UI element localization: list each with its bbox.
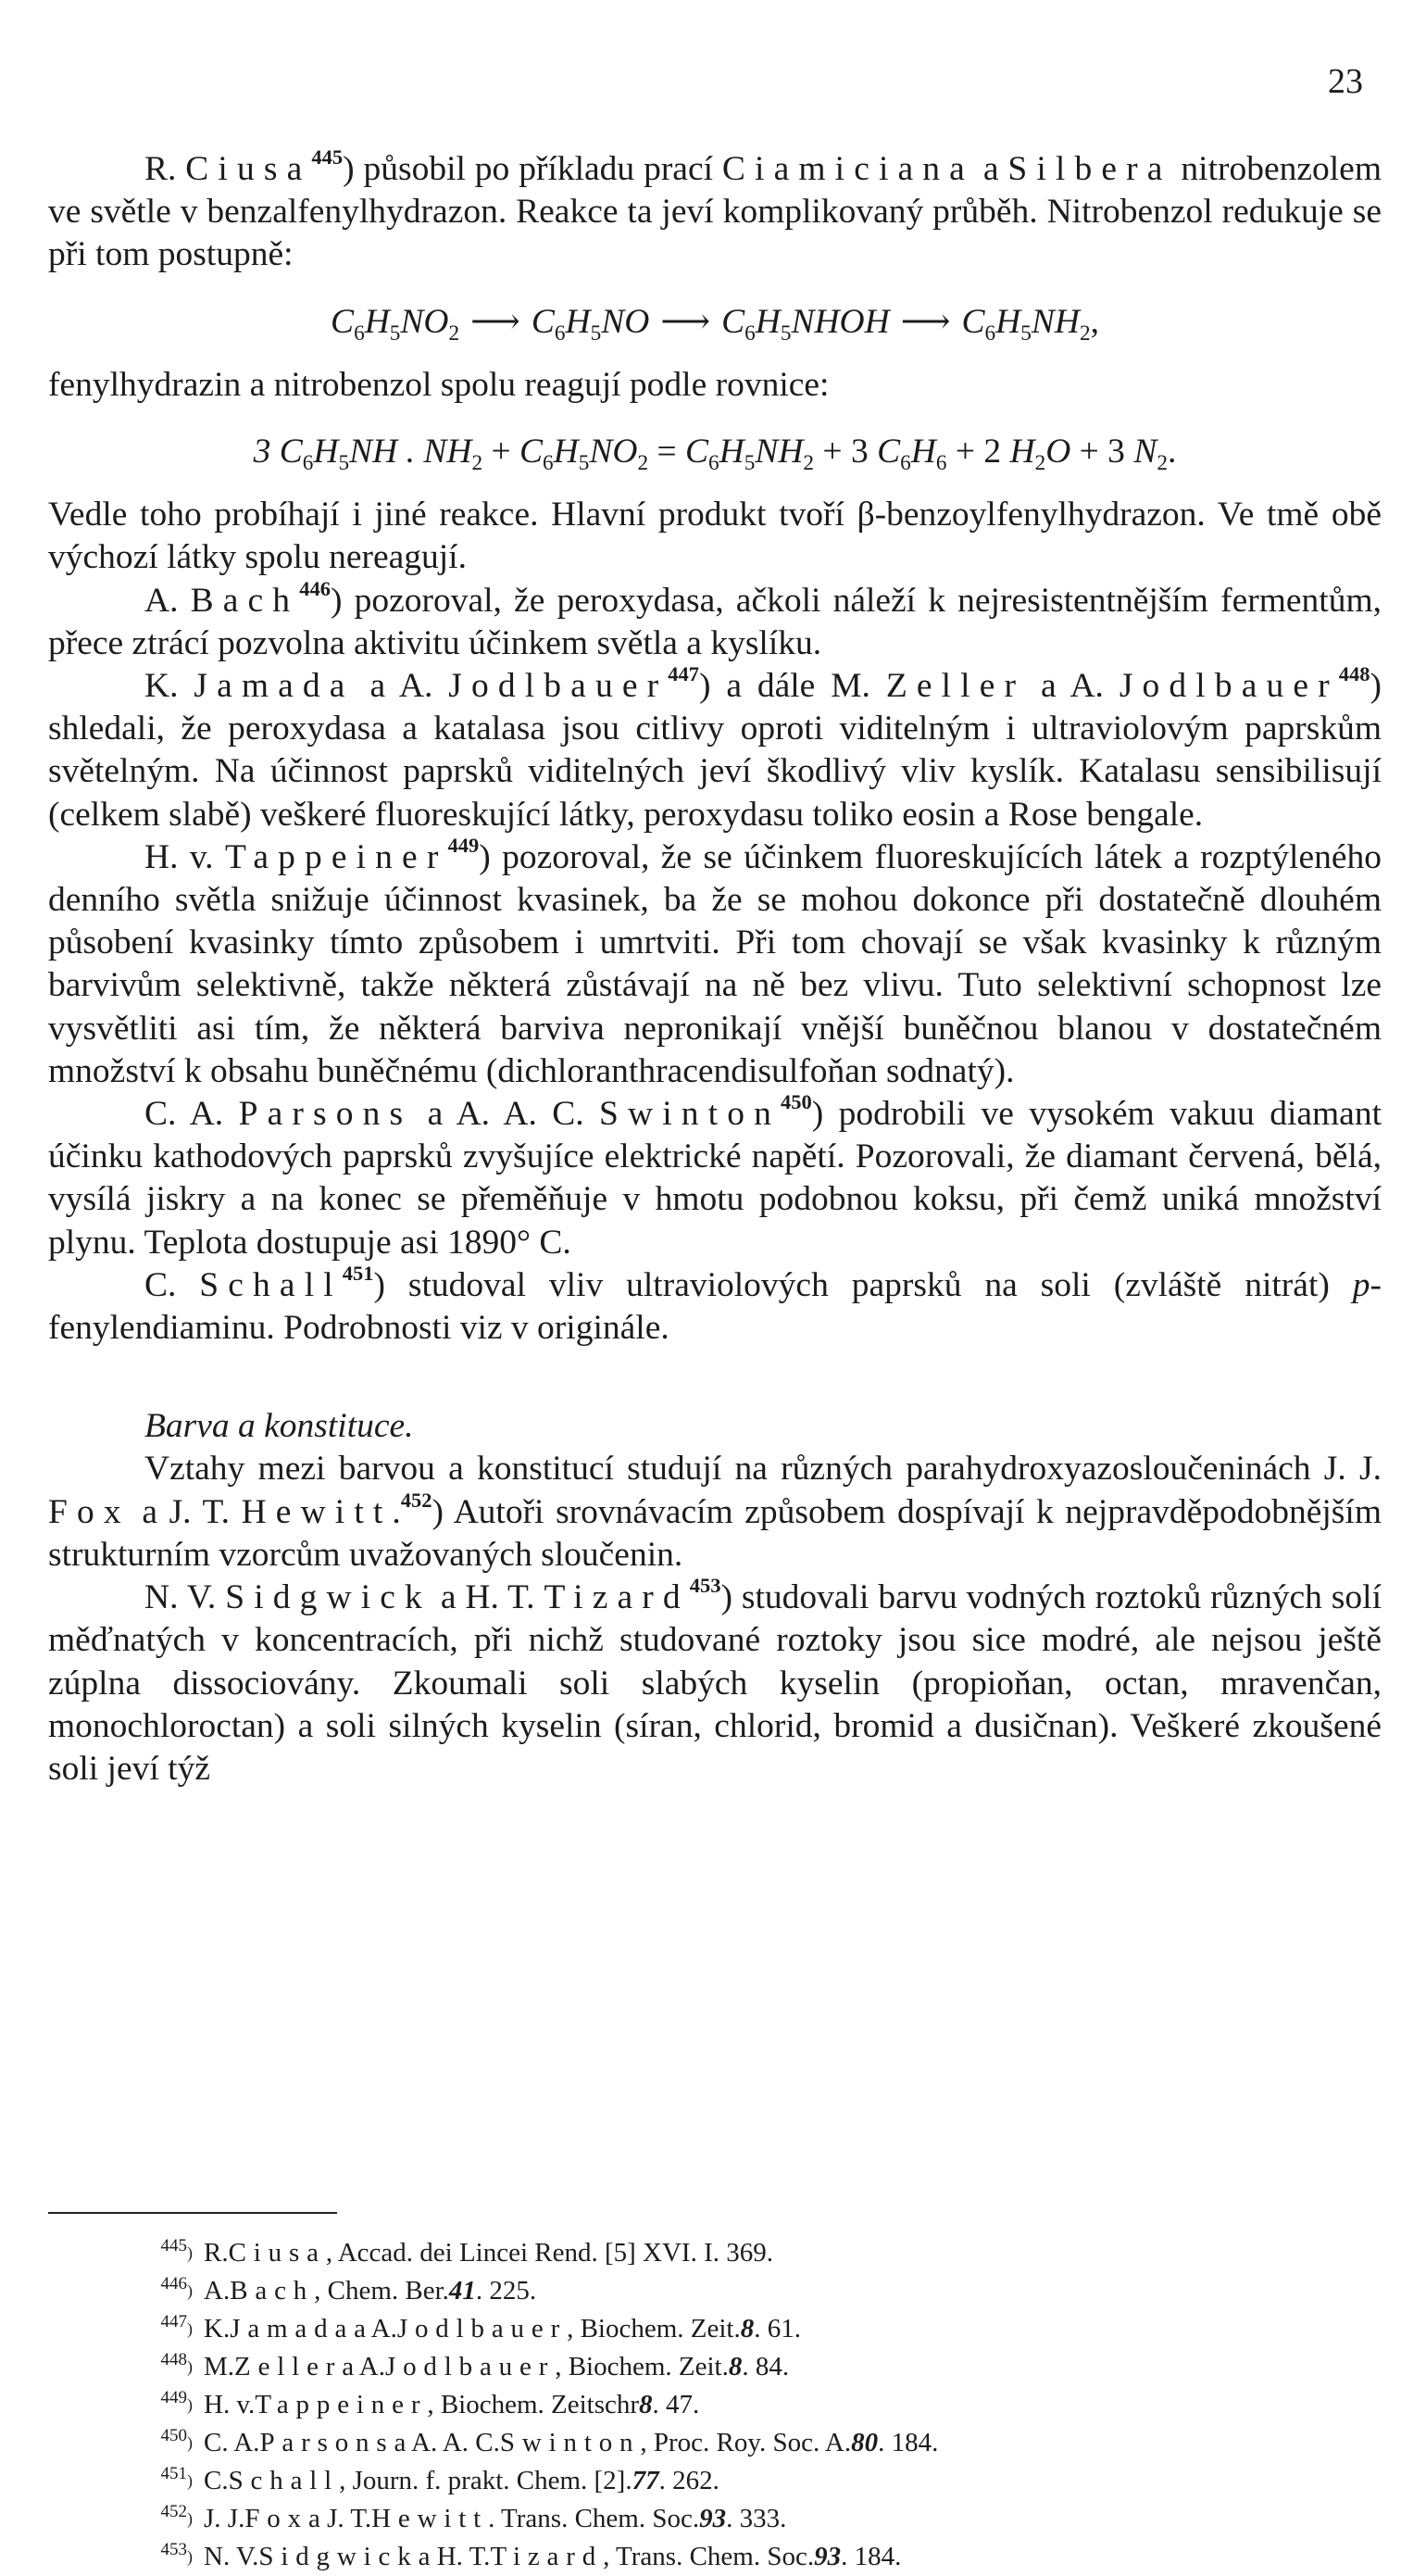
- footnote-453: 453) N. V. Sidgwick a H. T. Tizard , Trans. Chem. Soc. 93 . 184.: [160, 2540, 902, 2571]
- footnote-449: 449) H. v. Tappeiner , Biochem. Zeitschr 8 . 47.: [160, 2388, 700, 2419]
- paragraph-bach: A. Bach$^{446}$) pozoroval, že peroxydasa, ačkoli náleží k nejresistentnějším fermentům, přece ztrácí pozvolna aktivitu účinkem světla a kyslíku.: [48, 576, 1382, 662]
- body-text: [48, 145, 1382, 1791]
- section-heading: Barva a konstituce.: [144, 1407, 414, 1446]
- paragraph-ciusa: R. Ciusa$^{445}$) působil po příkladu prací Ciamiciana a Silbera nitrobenzolem ve světle v benzalfenylhydrazon. Reakce ta jeví komplikovaný průběh. Nitrobenzol redukuje se při tom postupně:: [48, 145, 1382, 274]
- footnote-451: 451) C. Schall , Journ. f. prakt. Chem. [2]. 77 . 262.: [160, 2464, 719, 2495]
- paragraph-jamada: K. Jamada a A. Jodlbauer$^{447}$) a dále M. Zeller a A. Jodlbauer$^{448}$) shledali, že peroxydasa a katalasa jsou citlivy oproti viditelným i ultraviolovým paprskům světelným. Na účinnost paprsků viditelných jeví škodlivý vliv kyslík. Katalasu sensibilisují (celkem slabě) veškeré fluoreskující látky, peroxydasu toliko eosin a Rose bengale.: [48, 662, 1382, 834]
- arrow-icon: ⟶: [900, 302, 951, 341]
- page-number: 23: [1328, 62, 1363, 101]
- reaction-equation: 3 $C_6H_5NH$ . $NH_2 + C_6H_5NO_2 = C_6H_5NH_2 + 3$ $C_6H_6 + 2$ $H_2O + 3$ $N_2$.: [253, 433, 1177, 476]
- paragraph-fox: Vztahy mezi barvou a konstitucí studují na různých parahydroxyazosloučeninách J. J. Fox a J. T. Hewitt.$^{452}$) Autoři srovnávacím způsobem dospívají k nejpravděpodobnějším strukturním vzorcům uvažovaných sloučenin.: [48, 1450, 1382, 1574]
- footnote-445: 445) R. Ciusa , Accad. dei Lincei Rend. [5] XVI. I. 369.: [160, 2236, 773, 2268]
- paragraph-schall: C. Schall$^{451}$) studoval vliv ultraviolových paprsků na soli (zvláště nitrát) p-fenylendiaminu. Podrobnosti viz v originále.: [48, 1262, 1382, 1348]
- paragraph-equation-intro: fenylhydrazin a nitrobenzol spolu reagují podle rovnice:: [48, 365, 830, 404]
- paragraph-tappeiner: H. v. Tappeiner$^{449}$) pozoroval, že se účinkem fluoreskujících látek a rozptýleného denního světla snižuje účinnost kvasinek, ba že se mohou dokonce při dostatečně dlouhém působení kvasinky tímto způsobem i umrtviti. Při tom chovají se však kvasinky k různým barvivům selektivně, takže některá zůstávají na ně bez vlivu. Tuto selektivní schopnost lze vysvětliti asi tím, že některá barviva nepronikají vnější buněčnou blanou v dostatečném množství k obsahu buněčnému (dichloranthracendisulfoňan sodnatý).: [48, 833, 1382, 1090]
- paragraph-parsons: C. A. Parsons a A. A. C. Swinton$^{450}$) podrobili ve vysokém vakuu diamant účinku kathodových paprsků zvyšujíce elektrické napětí. Pozorovali, že diamant červená, bělá, vysílá jiskry a na konec se přeměňuje v hmotu podobnou koksu, při čemž uniká množství plynu. Teplota dostupuje asi 1890° C.: [48, 1090, 1382, 1262]
- footnotes: [139, 2234, 1380, 2576]
- reduction-sequence-formula: $C_6H_5NO_2$ ⟶ $C_6H_5NO$ ⟶ $C_6H_5NHOH$ ⟶ $C_6H_5NH_2$,: [331, 302, 1099, 346]
- arrow-icon: ⟶: [660, 302, 711, 341]
- footnote-450: 450) C. A. Parsons a A. A. C. Swinton , Proc. Roy. Soc. A. 80 . 184.: [160, 2426, 939, 2457]
- arrow-icon: ⟶: [470, 302, 520, 341]
- footnote-447: 447) K. Jamada a A. Jodlbauer , Biochem. Zeit. 8 . 61.: [160, 2312, 801, 2344]
- footnote-446: 446) A. Bach , Chem. Ber. 41 . 225.: [160, 2274, 537, 2306]
- paragraph-other-reactions: Vedle toho probíhají i jiné reakce. Hlavní produkt tvoří β-benzoylfenylhydrazon. Ve tmě obě výchozí látky spolu nereagují.: [48, 496, 1382, 577]
- footnote-divider: [48, 2212, 337, 2214]
- footnote-452: 452) J. J. Fox a J. T. Hewitt . Trans. Chem. Soc. 93 . 333.: [160, 2502, 787, 2533]
- footnote-448: 448) M. Zeller a A. Jodlbauer , Biochem. Zeit. 8 . 84.: [160, 2350, 790, 2381]
- paragraph-sidgwick: N. V. Sidgwick a H. T. Tizard$^{453}$) studovali barvu vodných roztoků různých solí měďnatých v koncentracích, při nichž studované roztoky jsou sice modré, ale nejsou ještě zúplna dissociovány. Zkoumali soli slabých kyselin (propioňan, octan, mravenčan, monochloroctan) a soli silných kyselin (síran, chlorid, bromid a dusičnan). Veškeré zkoušené soli jeví týž: [48, 1574, 1382, 1788]
